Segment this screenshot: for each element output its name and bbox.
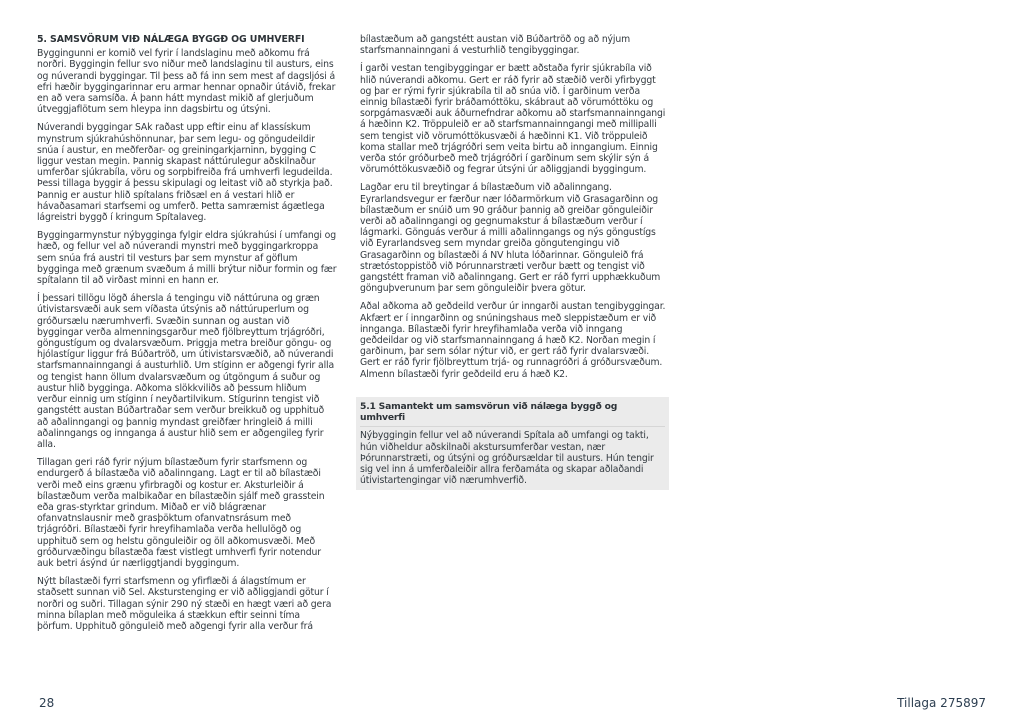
paragraph: Lagðar eru til breytingar á bílastæðum við aðalinngang. Eyrarlandsvegur er færður nær lóðarmörkum við Grasagarðinn og bílastæðum er snúið um 90 gráður þannig að greiðar gönguleiðir verði að aðalinngangi og gegnumakstur á bílastæðum verður í lágmarki. Gönguás verður á milli aðalinngangs og nýs göngustígs við Eyrarlandsveg sem myndar greiða göngutengingu við Grasagarðinn og bílastæði á NV hluta lóðarinnar. Gönguleið frá strætóstoppistöð við Þórunnarstræti verður bætt og tengist við gangstétt framan við aðalinngang. Gert er ráð fyrri upphækkuðum gönguþverunum þar sem gönguleiðir þvera götur. bbox=[360, 182, 661, 295]
paragraph: Núverandi byggingar SAk raðast upp eftir einu af klassískum mynstrum sjúkrahúshönnunar, þar sem legu- og göngudeildir snúa í austur, en meðferðar- og greiningarkjarninn, bygging C liggur vestan megin. Þannig skapast náttúrulegur aðskilnaður umferðar sjúkrabíla, vöru og sorpbifreiða frá umhverfi legudeilda. Þessi tillaga byggir á þessu skipulagi og leitast við að styrkja það. Þannig er austur hlið spítalans friðsæl en á vestari hlið er hávaðasamari starfsemi og umferð. Þetta samræmist ágætlega lágreistri byggð í kringum Spítalaveg. bbox=[37, 122, 333, 224]
paragraph: bílastæðum að gangstétt austan við Búðartröð og að nýjum starfsmannainngani á vesturhlið tengibyggingar. bbox=[360, 34, 630, 57]
summary-box bbox=[356, 397, 669, 490]
right-column bbox=[360, 34, 668, 490]
paragraph: Aðal aðkoma að geðdeild verður úr inngarði austan tengibyggingar. Akfært er í inngarðinn og snúningshaus með sleppistæðum er við innganga. Bílastæði fyrir hreyfihamlaða verða við inngang geðdeildar og við starfsmannainngang á hæð K2. Norðan megin í garðinum, þar sem sólar nýtur við, er gert ráð fyrir dvalarsvæði. Gert er ráð fyrir fjölbreyttum trjá- og runnagróðri á gróðursvæðum. Almenn bílastæði fyrir geðdeild eru á hæð K2. bbox=[360, 301, 666, 380]
paragraph: Í garði vestan tengibyggingar er bætt aðstaða fyrir sjúkrabíla við hlið núverandi aðkomu. Gert er ráð fyrir að stæðið verði yfirbyggt og þar er rými fyrir sjúkrabíla til að snúa við. Í garðinum verða einnig bílastæði fyrir bráðamóttöku, skábraut að vörumóttöku og sorpgámasvæði auk áðurnefndrar aðkomu að starfsmannainngangi á hæðinn K2. Tröppuleið er að starfsmannainngangi með millipalli sem tengist við vörumóttökusvæði á hæðinni K1. Við tröppuleið koma stallar með trjágróðri sem veita birtu að inngangium. Einnig verða stór gróðurbeð með trjágróðri í garðinum sem skýlir sýn á vörumóttökusvæðið og fegrar útsýni úr aðliggjandi byggingum. bbox=[360, 63, 666, 176]
summary-text: Nýbyggingin fellur vel að núverandi Spítala að umfangi og takti, hún viðheldur aðskilnaði akstursumferðar vestan, nær Þórunnarstræti, og útsýni og gróðursældar til austurs. Hún tengir sig vel inn á umferðaleiðir allra ferðamáta og skapar aðlaðandi útivistartengingar við nærumhverfið. bbox=[360, 430, 654, 487]
document-label: Tillaga 275897 bbox=[897, 696, 986, 710]
section-title: 5. SAMSVÖRUM VIÐ NÁLÆGA BYGGÐ OG UMHVERFI bbox=[37, 34, 305, 45]
paragraph: Tillagan geri ráð fyrir nýjum bílastæðum fyrir starfsmenn og endurgerð á bílastæða við aðalinngang. Lagt er til að bílastæði verði með eins grænu yfirbragði og kostur er. Aksturleiðir á bílastæðum verða malbikaðar en bílastæðin sjálf með grasstein eða gras-styrktar grindum. Miðað er við blágrænar ofanvatnslausnir með grasþöktum ofanvatnsrásum með trjágróðri. Bílastæði fyrir hreyfihamlaða verða hellulögð og upphituð sem og helstu gönguleiðir og öll aðkomusvæði. Með gróðurvæðingu bílastæða fæst vistlegt umhverfi fyrir notendur auk betri ásýnd úr nærliggtjandi byggingum. bbox=[37, 457, 325, 569]
paragraph: Byggingarmynstur nýbygginga fylgir eldra sjúkrahúsi í umfangi og hæð, og fellur vel að núverandi mynstri með byggingarkroppa sem snúa frá austri til vesturs þar sem mynstur af göflum bygginga með grænum svæðum á milli brýtur niður formin og fær spítalann til að virðast minni en hann er. bbox=[37, 230, 337, 287]
left-column bbox=[37, 34, 337, 639]
paragraph: Í þessari tillögu lögð áhersla á tengingu við náttúruna og græn útivistarsvæði auk sem víðasta útsýnis að náttúruperlum og gróðursælu nærumhverfi. Svæðin sunnan og austan við byggingar verða almenningsgarður með fjölbreyttum trjágróðri, göngustígum og dvalarsvæðum. Þriggja metra breiður göngu- og hjólastígur liggur frá Búðartröð, um útivistarsvæðið, að núverandi starfsmannainngangi á austurhlið. Um stíginn er aðgengi fyrir alla og tengist hann öllum dvalarsvæðum og útgöngum á suður og austur hlið bygginga. Aðkoma slökkviliðs að þessum hliðum verður einnig um stíginn í neyðartilvikum. Stígurinn tengist við gangstétt austan Búðartraðar sem verður breikkuð og upphituð að aðalinngangi og þannig myndast greiðfær hringleið á milli aðalinngangs og innganga á austur hlið sem er aðgengileg fyrir alla. bbox=[37, 293, 334, 450]
paragraph: Byggingunni er komið vel fyrir í landslaginu með aðkomu frá norðri. Byggingin fellur svo niður með landslaginu til austurs, eins og núverandi byggingar. Til þess að fá inn sem mest af dagsljósi á efri hæðir byggingarinnar eru armar hennar opnaðir útávið, frekar en að vera samsíða. Á þann hátt myndast mikið af glerjuðum útveggjaflötum sem hleypa inn dagsbirtu og útsýni. bbox=[37, 48, 336, 116]
summary-title: 5.1 Samantekt um samsvörun við nálæga byggð og umhverfi bbox=[360, 401, 665, 427]
paragraph: Nýtt bílastæði fyrri starfsmenn og yfirflæði á álagstímum er staðsett sunnan við Sel. Aksturstenging er við aðliggjandi götur í norðri og suðri. Tillagan sýnir 290 ný stæði en hægt væri að gera minna bílaplan með möguleika á stækkun eftir seinni tíma þörfum. Upphituð gönguleið með aðgengi fyrir alla verður frá bbox=[37, 576, 332, 632]
page-number: 28 bbox=[39, 696, 55, 710]
